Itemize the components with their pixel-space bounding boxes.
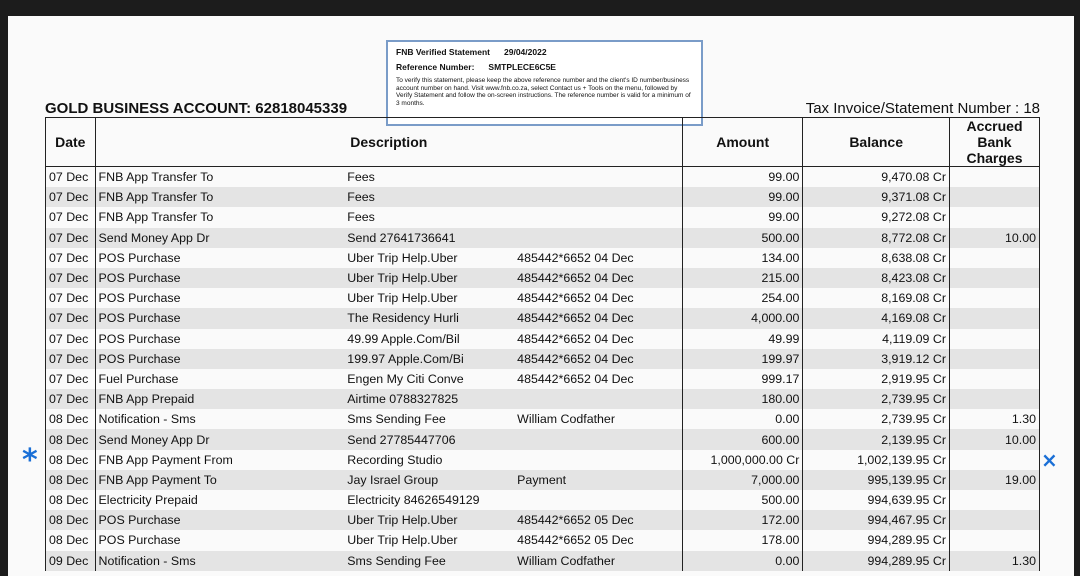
row-type: POS Purchase [95, 510, 344, 530]
row-description: The Residency Hurli [344, 308, 514, 328]
row-type: FNB App Transfer To [98, 170, 214, 185]
row-reference: 485442*6652 04 Dec [514, 329, 682, 349]
table-row [46, 389, 1040, 409]
row-charges [949, 167, 1039, 188]
row-reference [514, 389, 682, 409]
row-reference [514, 207, 682, 227]
row-description: Fees [347, 210, 375, 225]
tax-invoice-number: Tax Invoice/Statement Number : 18 [805, 100, 1040, 117]
row-date: 07 Dec [46, 329, 96, 349]
table-row [46, 551, 1040, 571]
row-type: Electricity Prepaid [98, 493, 198, 508]
row-reference: 485442*6652 05 Dec [514, 510, 682, 530]
row-balance: 2,919.95 Cr [803, 369, 950, 389]
row-description: 199.97 Apple.Com/Bi [344, 349, 514, 369]
row-amount: 0.00 [683, 551, 803, 571]
transactions-body [46, 167, 1040, 571]
row-type: FNB App Payment To [95, 470, 344, 490]
row-reference [514, 490, 682, 510]
row-balance: 9,272.08 Cr [803, 207, 950, 227]
row-date: 07 Dec [46, 167, 96, 188]
row-amount: 172.00 [683, 510, 803, 530]
row-amount: 254.00 [683, 288, 803, 308]
row-charges [949, 349, 1039, 369]
row-reference: William Codfather [514, 409, 682, 429]
table-row [46, 308, 1040, 328]
row-amount: 99.00 [683, 187, 803, 207]
row-amount: 500.00 [683, 490, 803, 510]
row-reference: 485442*6652 04 Dec [514, 349, 682, 369]
row-reference: William Codfather [514, 551, 682, 571]
row-charges [949, 187, 1039, 207]
row-amount: 180.00 [683, 389, 803, 409]
stamp-ref-value: SMTPLECE6C5E [488, 61, 556, 72]
row-balance: 8,169.08 Cr [803, 288, 950, 308]
row-balance: 1,002,139.95 Cr [803, 450, 950, 470]
row-type: POS Purchase [98, 250, 181, 265]
table-row [46, 490, 1040, 510]
row-date: 08 Dec [46, 510, 96, 530]
row-reference: 485442*6652 04 Dec [514, 369, 682, 389]
row-description: Fees [347, 170, 375, 185]
row-date: 08 Dec [46, 490, 96, 510]
row-description: Uber Trip Help.Uber [344, 268, 514, 288]
row-reference: 485442*6652 04 Dec [514, 268, 682, 288]
row-balance: 995,139.95 Cr [803, 470, 950, 490]
row-description: Electricity 84626549129 [347, 493, 480, 508]
row-type: Notification - Sms [95, 551, 344, 571]
row-type: POS Purchase [95, 268, 344, 288]
row-amount: 4,000.00 [683, 308, 803, 328]
row-reference [514, 187, 682, 207]
row-balance: 2,739.95 Cr [803, 389, 950, 409]
row-description: 49.99 Apple.Com/Bil [347, 331, 460, 346]
handwritten-cross-mark: × [1041, 448, 1058, 472]
row-date: 08 Dec [46, 450, 96, 470]
row-description: Recording Studio [347, 452, 443, 467]
row-balance: 994,639.95 Cr [803, 490, 950, 510]
row-date: 07 Dec [46, 349, 96, 369]
row-charges [949, 490, 1039, 510]
row-date: 08 Dec [46, 409, 96, 429]
row-charges [949, 510, 1039, 530]
row-description: Sms Sending Fee [347, 412, 446, 427]
row-balance: 8,423.08 Cr [803, 268, 950, 288]
row-type: POS Purchase [95, 308, 344, 328]
stamp-instructions: To verify this statement, please keep the above reference number and the client's ID number/business account number on hand. Visit www.fnb.co.za, select Contact us + Tools on the menu, followed by Verify Statement and follow the on-screen instructions. The reference number is valid for a minimum of 3 months. [396, 77, 691, 107]
row-reference [514, 167, 682, 188]
header-balance: Balance [803, 118, 950, 167]
row-amount: 99.00 [683, 207, 803, 227]
row-date: 07 Dec [46, 268, 96, 288]
row-balance: 9,470.08 Cr [803, 167, 950, 188]
row-charges: 19.00 [949, 470, 1039, 490]
table-row [46, 349, 1040, 369]
row-date: 09 Dec [46, 551, 96, 571]
row-date: 07 Dec [46, 187, 96, 207]
row-amount: 0.00 [683, 409, 803, 429]
row-description: Engen My Citi Conve [347, 371, 464, 386]
stamp-ref-label: Reference Number: [396, 61, 475, 72]
row-description: Airtime 0788327825 [344, 389, 514, 409]
row-charges [949, 207, 1039, 227]
row-type: Fuel Purchase [98, 371, 179, 386]
row-amount: 600.00 [683, 429, 803, 449]
row-date: 07 Dec [46, 389, 96, 409]
row-balance: 2,739.95 Cr [803, 409, 950, 429]
row-reference: 485442*6652 04 Dec [514, 248, 682, 268]
table-row [46, 510, 1040, 530]
row-description: Send 27785447706 [344, 429, 514, 449]
row-amount: 215.00 [683, 268, 803, 288]
row-charges: 1.30 [949, 409, 1039, 429]
header-accrued-charges: Accrued Bank Charges [949, 118, 1039, 167]
row-charges [949, 389, 1039, 409]
row-reference: 485442*6652 04 Dec [514, 308, 682, 328]
row-balance: 994,289.95 Cr [803, 530, 950, 550]
table-row [46, 369, 1040, 389]
table-row [46, 248, 1040, 268]
row-charges [949, 308, 1039, 328]
row-balance: 8,772.08 Cr [803, 228, 950, 248]
row-description: Uber Trip Help.Uber [347, 291, 458, 306]
row-balance: 3,919.12 Cr [803, 349, 950, 369]
row-balance: 994,467.95 Cr [803, 510, 950, 530]
row-reference [514, 450, 682, 470]
row-type: POS Purchase [95, 349, 344, 369]
row-description: Fees [344, 187, 514, 207]
row-reference [514, 429, 682, 449]
table-row [46, 228, 1040, 248]
row-description: Send 27641736641 [344, 228, 514, 248]
header-date: Date [46, 118, 96, 167]
row-reference: 485442*6652 04 Dec [514, 288, 682, 308]
row-description: Uber Trip Help.Uber [344, 510, 514, 530]
row-reference: Payment [514, 470, 682, 490]
row-date: 08 Dec [46, 470, 96, 490]
row-amount: 199.97 [683, 349, 803, 369]
row-amount: 500.00 [683, 228, 803, 248]
header-amount: Amount [683, 118, 803, 167]
stamp-date: 29/04/2022 [504, 47, 547, 57]
statement-page [8, 16, 1074, 576]
row-balance: 8,638.08 Cr [803, 248, 950, 268]
row-description: Uber Trip Help.Uber [347, 250, 458, 265]
table-row [46, 329, 1040, 349]
row-description: Sms Sending Fee [344, 551, 514, 571]
row-date: 07 Dec [46, 369, 96, 389]
row-balance: 9,371.08 Cr [803, 187, 950, 207]
row-balance: 4,119.09 Cr [803, 329, 950, 349]
row-charges: 10.00 [949, 228, 1039, 248]
transactions-table [45, 117, 1040, 571]
table-header-row [46, 118, 1040, 167]
account-title: GOLD BUSINESS ACCOUNT: 62818045339 [45, 100, 348, 117]
handwritten-asterisk-mark: * [22, 443, 38, 478]
row-type: POS Purchase [98, 331, 181, 346]
row-date: 08 Dec [46, 530, 96, 550]
row-type: POS Purchase [98, 533, 181, 548]
table-row [46, 429, 1040, 449]
table-row [46, 470, 1040, 490]
row-charges: 1.30 [949, 551, 1039, 571]
table-row [46, 450, 1040, 470]
row-charges [949, 450, 1039, 470]
row-charges [949, 248, 1039, 268]
row-type: Notification - Sms [98, 412, 196, 427]
row-date: 07 Dec [46, 288, 96, 308]
row-charges [949, 530, 1039, 550]
row-charges [949, 369, 1039, 389]
row-date: 07 Dec [46, 207, 96, 227]
row-amount: 178.00 [683, 530, 803, 550]
table-row [46, 167, 1040, 188]
row-amount: 999.17 [683, 369, 803, 389]
row-amount: 1,000,000.00 Cr [683, 450, 803, 470]
row-amount: 49.99 [683, 329, 803, 349]
row-amount: 7,000.00 [683, 470, 803, 490]
table-row [46, 187, 1040, 207]
row-amount: 134.00 [683, 248, 803, 268]
row-type: FNB App Transfer To [95, 187, 344, 207]
table-row [46, 530, 1040, 550]
row-charges [949, 288, 1039, 308]
row-type: FNB App Transfer To [98, 210, 214, 225]
row-balance: 2,139.95 Cr [803, 429, 950, 449]
row-description: Jay Israel Group [344, 470, 514, 490]
row-reference: 485442*6652 05 Dec [514, 530, 682, 550]
row-type: POS Purchase [98, 291, 181, 306]
row-date: 07 Dec [46, 228, 96, 248]
row-date: 08 Dec [46, 429, 96, 449]
table-row [46, 288, 1040, 308]
table-row [46, 207, 1040, 227]
row-type: Send Money App Dr [95, 429, 344, 449]
row-date: 07 Dec [46, 308, 96, 328]
row-description: Uber Trip Help.Uber [347, 533, 458, 548]
row-type: FNB App Prepaid [95, 389, 344, 409]
row-charges [949, 329, 1039, 349]
header-description: Description [95, 118, 682, 167]
row-date: 07 Dec [46, 248, 96, 268]
row-reference [514, 228, 682, 248]
row-balance: 4,169.08 Cr [803, 308, 950, 328]
row-balance: 994,289.95 Cr [803, 551, 950, 571]
row-amount: 99.00 [683, 167, 803, 188]
row-charges [949, 268, 1039, 288]
stamp-title: FNB Verified Statement [396, 47, 490, 57]
table-row [46, 268, 1040, 288]
table-row [46, 409, 1040, 429]
verification-stamp [386, 40, 703, 126]
row-type: Send Money App Dr [95, 228, 344, 248]
row-type: FNB App Payment From [98, 452, 233, 467]
row-charges: 10.00 [949, 429, 1039, 449]
